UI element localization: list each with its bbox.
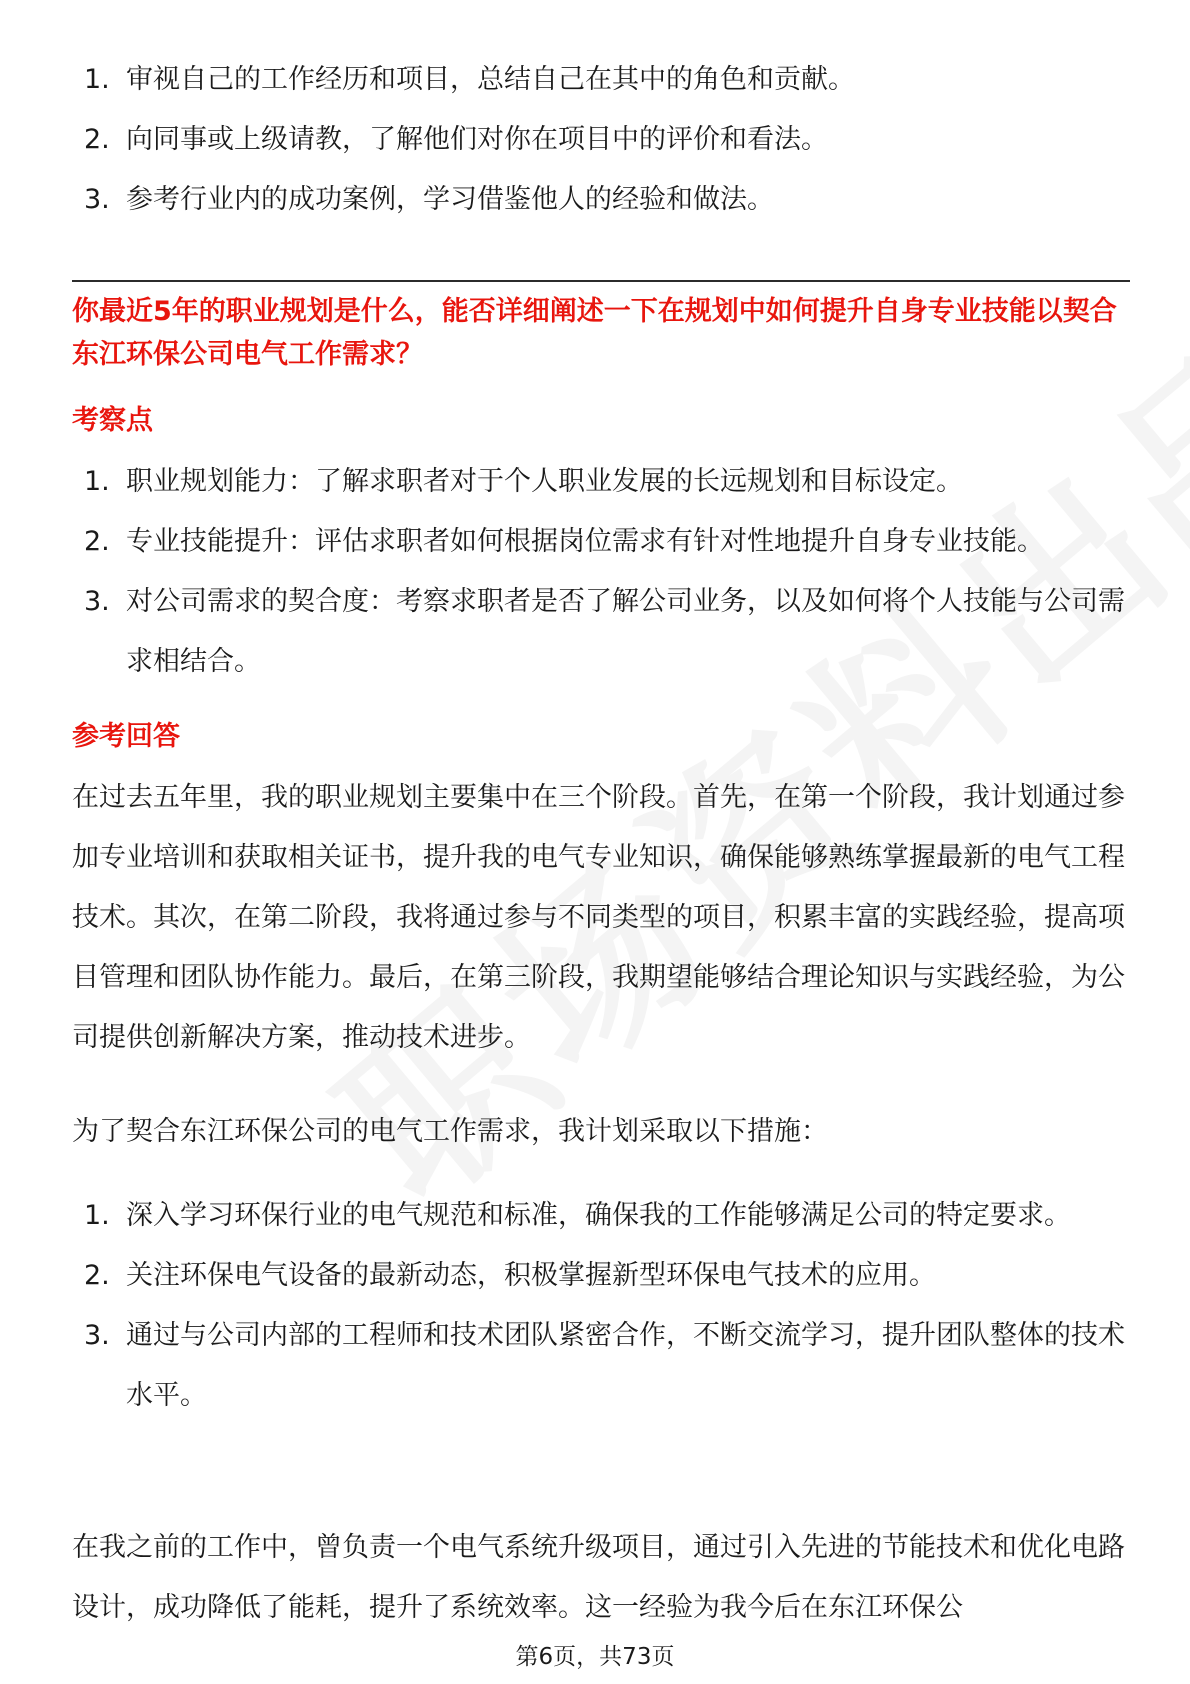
list-number: 1. [84,1200,110,1231]
answer-paragraph: 在过去五年里，我的职业规划主要集中在三个阶段。首先，在第一个阶段，我计划通过参加专业培训和获取相关证书，提升我的电气专业知识，确保能够熟练掌握最新的电气工程技术。其次，在第二阶段，我将通过参与不同类型的项目，积累丰富的实践经验，提高项目管理和团队协作能力。最后，在第三阶段，我期望能够结合理论知识与实践经验，为公司提供创新解决方案，推动技术进步。 [72,782,1125,1053]
interview-question: 你最近5年的职业规划是什么，能否详细阐述一下在规划中如何提升自身专业技能以契合东江环保公司电气工作需求？ [72,296,1117,370]
exam-points-heading: 考察点 [72,405,153,436]
list-number: 1. [84,64,110,95]
list-item [72,170,1132,230]
list-item [72,572,1132,692]
list-number: 2. [84,1260,110,1291]
list-number: 2. [84,526,110,557]
list-text: 职业规划能力：了解求职者对于个人职业发展的长远规划和目标设定。 [126,466,963,497]
list-item [72,1186,1132,1246]
section-divider [72,280,1130,282]
previous-answer-list [72,50,1132,230]
list-text: 深入学习环保行业的电气规范和标准，确保我的工作能够满足公司的特定要求。 [126,1200,1071,1231]
measures-list [72,1186,1132,1426]
list-number: 3. [84,1320,110,1351]
list-item [72,512,1132,572]
list-item [72,110,1132,170]
list-item [72,1306,1132,1426]
list-number: 2. [84,124,110,155]
list-text: 专业技能提升：评估求职者如何根据岗位需求有针对性地提升自身专业技能。 [126,526,1044,557]
list-text: 对公司需求的契合度：考察求职者是否了解公司业务，以及如何将个人技能与公司需求相结合。 [126,586,1125,677]
list-text: 参考行业内的成功案例，学习借鉴他人的经验和做法。 [126,184,774,215]
list-text: 向同事或上级请教，了解他们对你在项目中的评价和看法。 [126,124,828,155]
list-item [72,452,1132,512]
list-item [72,1246,1132,1306]
list-item [72,50,1132,110]
list-number: 1. [84,466,110,497]
list-text: 通过与公司内部的工程师和技术团队紧密合作，不断交流学习，提升团队整体的技术水平。 [126,1320,1125,1411]
list-text: 关注环保电气设备的最新动态，积极掌握新型环保电气技术的应用。 [126,1260,936,1291]
reference-answer-heading: 参考回答 [72,721,180,752]
list-number: 3. [84,184,110,215]
page-number: 第6页，共73页 [515,1644,675,1670]
list-number: 3. [84,586,110,617]
answer-paragraph: 在我之前的工作中，曾负责一个电气系统升级项目，通过引入先进的节能技术和优化电路设计，成功降低了能耗，提升了系统效率。这一经验为我今后在东江环保公 [72,1532,1125,1623]
answer-paragraph: 为了契合东江环保公司的电气工作需求，我计划采取以下措施： [72,1116,828,1147]
list-text: 审视自己的工作经历和项目，总结自己在其中的角色和贡献。 [126,64,855,95]
exam-points-list [72,452,1132,692]
